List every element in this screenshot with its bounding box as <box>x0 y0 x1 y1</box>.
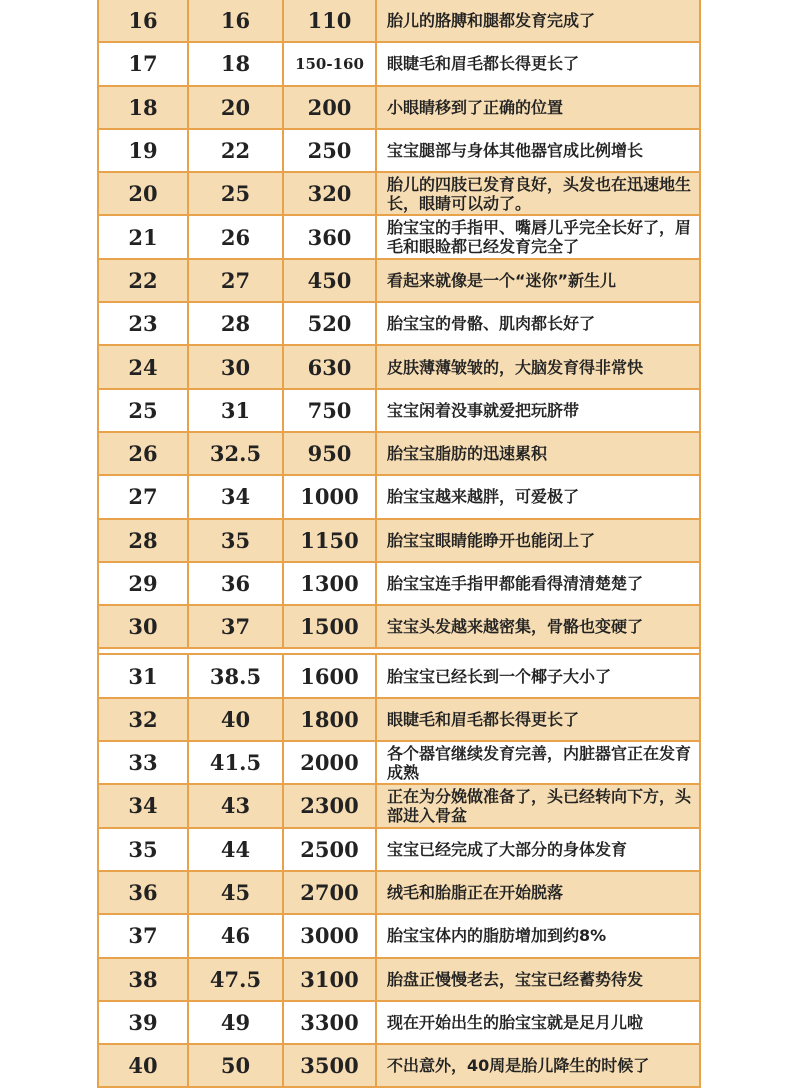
table-row <box>99 742 699 785</box>
week-cell: 37 <box>99 915 189 956</box>
weight-cell: 1600 <box>284 655 377 696</box>
description-cell: 眼睫毛和眉毛都长得更长了 <box>387 709 580 729</box>
table-row <box>99 346 699 389</box>
weight-cell: 950 <box>284 433 377 474</box>
weight-cell: 1150 <box>284 520 377 561</box>
length-cell: 16 <box>189 0 284 41</box>
description-cell: 胎宝宝越来越胖，可爱极了 <box>387 487 580 507</box>
week-cell: 19 <box>99 130 189 171</box>
weight-cell: 1500 <box>284 606 377 647</box>
description-cell: 皮肤薄薄皱皱的，大脑发育得非常快 <box>387 357 644 377</box>
table-row <box>99 829 699 872</box>
table-row <box>99 43 699 86</box>
table-row <box>99 130 699 173</box>
weight-cell: 1800 <box>284 699 377 740</box>
weight-cell: 450 <box>284 260 377 301</box>
weight-cell: 630 <box>284 346 377 387</box>
week-cell: 17 <box>99 43 189 84</box>
length-cell: 50 <box>189 1045 284 1086</box>
table-row <box>99 915 699 958</box>
length-cell: 20 <box>189 87 284 128</box>
weight-cell: 3500 <box>284 1045 377 1086</box>
week-cell: 27 <box>99 476 189 517</box>
length-cell: 35 <box>189 520 284 561</box>
description-cell: 胎宝宝连手指甲都能看得清清楚楚了 <box>387 574 644 593</box>
length-cell: 38.5 <box>189 655 284 696</box>
week-cell: 33 <box>99 742 189 783</box>
week-cell: 21 <box>99 216 189 257</box>
length-cell: 27 <box>189 260 284 301</box>
week-cell: 29 <box>99 563 189 604</box>
table-row <box>99 785 699 828</box>
table-row <box>99 872 699 915</box>
length-cell: 30 <box>189 346 284 387</box>
description-cell: 小眼睛移到了正确的位置 <box>387 97 564 117</box>
week-cell: 16 <box>99 0 189 41</box>
description-cell: 宝宝已经完成了大部分的身体发育 <box>387 839 628 859</box>
week-cell: 36 <box>99 872 189 913</box>
length-cell: 34 <box>189 476 284 517</box>
table-row <box>99 563 699 606</box>
length-cell: 36 <box>189 563 284 604</box>
description-cell: 胎宝宝眼睛能睁开也能闭上了 <box>387 530 596 550</box>
week-cell: 38 <box>99 959 189 1000</box>
length-cell: 41.5 <box>189 742 284 783</box>
table-row <box>99 0 699 43</box>
table-row <box>99 520 699 563</box>
week-cell: 39 <box>99 1002 189 1043</box>
week-cell: 35 <box>99 829 189 870</box>
weight-cell: 2000 <box>284 742 377 783</box>
week-cell: 28 <box>99 520 189 561</box>
weight-cell: 3000 <box>284 915 377 956</box>
week-cell: 40 <box>99 1045 189 1086</box>
week-cell: 26 <box>99 433 189 474</box>
length-cell: 46 <box>189 915 284 956</box>
week-cell: 30 <box>99 606 189 647</box>
week-cell: 31 <box>99 655 189 696</box>
length-cell: 47.5 <box>189 959 284 1000</box>
description-cell: 各个器官继续发育完善，内脏器官正在发育成熟 <box>387 743 692 782</box>
description-cell: 不出意外，40周是胎儿降生的时候了 <box>387 1056 650 1076</box>
description-cell: 胎盘正慢慢老去，宝宝已经蓄势待发 <box>387 969 644 989</box>
weight-cell: 110 <box>284 0 377 41</box>
description-cell: 眼睫毛和眉毛都长得更长了 <box>387 54 580 74</box>
table-row <box>99 390 699 433</box>
week-cell: 32 <box>99 699 189 740</box>
table-row <box>99 476 699 519</box>
table-row <box>99 959 699 1002</box>
table-row <box>99 606 699 649</box>
weight-cell: 3300 <box>284 1002 377 1043</box>
description-cell: 胎儿的胳膊和腿都发育完成了 <box>387 11 596 31</box>
table-row <box>99 260 699 303</box>
description-cell: 胎宝宝体内的脂肪增加到约8% <box>387 926 607 946</box>
week-cell: 18 <box>99 87 189 128</box>
weight-cell: 250 <box>284 130 377 171</box>
description-cell: 胎儿的四肢已发育良好，头发也在迅速地生长，眼睛可以动了。 <box>387 174 692 213</box>
table-row <box>99 655 699 698</box>
description-cell: 胎宝宝脂肪的迅速累积 <box>387 444 548 464</box>
weight-cell: 320 <box>284 173 377 214</box>
table-row <box>99 433 699 476</box>
week-cell: 20 <box>99 173 189 214</box>
length-cell: 31 <box>189 390 284 431</box>
length-cell: 40 <box>189 699 284 740</box>
length-cell: 32.5 <box>189 433 284 474</box>
weight-cell: 200 <box>284 87 377 128</box>
length-cell: 28 <box>189 303 284 344</box>
length-cell: 25 <box>189 173 284 214</box>
table-row <box>99 1002 699 1045</box>
description-cell: 胎宝宝的骨骼、肌肉都长好了 <box>387 314 596 334</box>
table-row <box>99 173 699 216</box>
length-cell: 43 <box>189 785 284 826</box>
weight-cell: 750 <box>284 390 377 431</box>
weight-cell: 2500 <box>284 829 377 870</box>
weight-cell: 1300 <box>284 563 377 604</box>
table-row <box>99 303 699 346</box>
length-cell: 49 <box>189 1002 284 1043</box>
description-cell: 胎宝宝已经长到一个椰子大小了 <box>387 666 612 686</box>
description-cell: 看起来就像是一个“迷你”新生儿 <box>387 270 617 290</box>
length-cell: 44 <box>189 829 284 870</box>
weight-cell: 520 <box>284 303 377 344</box>
weight-cell: 150-160 <box>284 43 377 84</box>
length-cell: 37 <box>189 606 284 647</box>
week-cell: 24 <box>99 346 189 387</box>
table-row <box>99 87 699 130</box>
fetal-development-table <box>97 0 701 1088</box>
weight-cell: 360 <box>284 216 377 257</box>
description-cell: 正在为分娩做准备了，头已经转向下方，头部进入骨盆 <box>387 786 692 825</box>
length-cell: 45 <box>189 872 284 913</box>
weight-cell: 2700 <box>284 872 377 913</box>
table-row <box>99 699 699 742</box>
week-cell: 34 <box>99 785 189 826</box>
description-cell: 绒毛和胎脂正在开始脱落 <box>387 883 564 903</box>
description-cell: 胎宝宝的手指甲、嘴唇儿乎完全长好了，眉毛和眼睑都已经发育完全了 <box>387 218 692 257</box>
description-cell: 宝宝腿部与身体其他器官成比例增长 <box>387 141 644 161</box>
description-cell: 宝宝闲着没事就爱把玩脐带 <box>387 400 580 420</box>
weight-cell: 3100 <box>284 959 377 1000</box>
length-cell: 22 <box>189 130 284 171</box>
length-cell: 26 <box>189 216 284 257</box>
weight-cell: 1000 <box>284 476 377 517</box>
week-cell: 23 <box>99 303 189 344</box>
length-cell: 18 <box>189 43 284 84</box>
table-row <box>99 216 699 259</box>
weight-cell: 2300 <box>284 785 377 826</box>
week-cell: 22 <box>99 260 189 301</box>
description-cell: 现在开始出生的胎宝宝就是足月儿啦 <box>387 1012 644 1032</box>
description-cell: 宝宝头发越来越密集，骨骼也变硬了 <box>387 617 644 637</box>
week-cell: 25 <box>99 390 189 431</box>
